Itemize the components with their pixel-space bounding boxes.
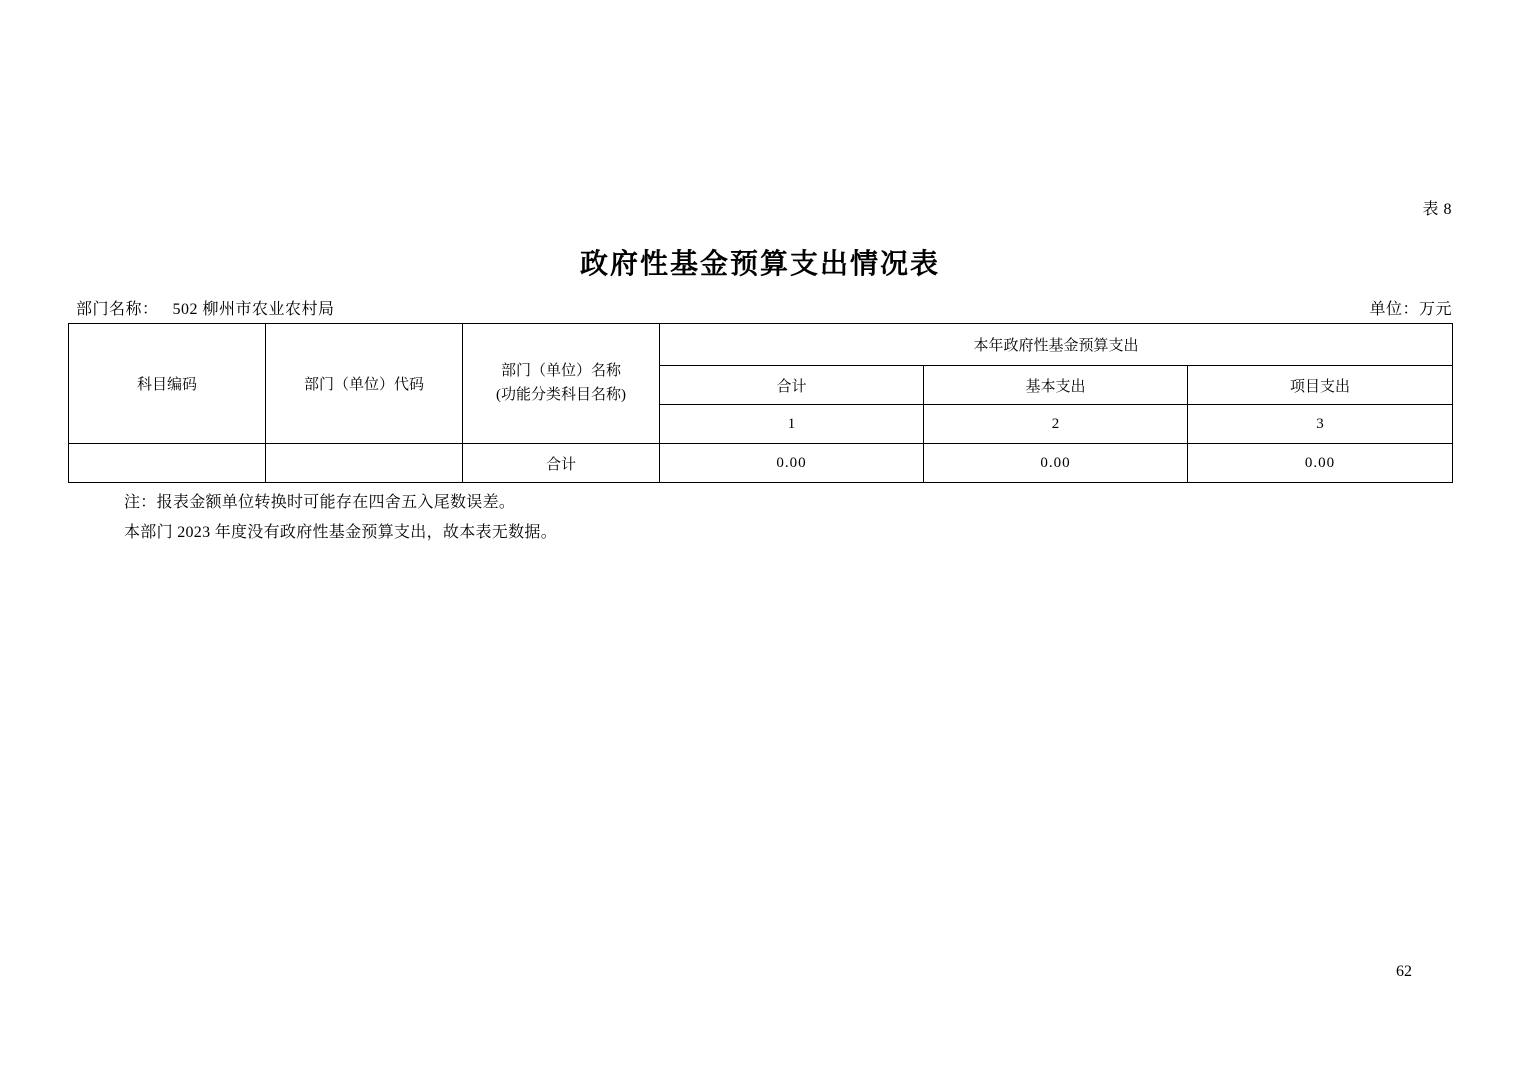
- page-title: 政府性基金预算支出情况表: [579, 247, 940, 280]
- header-dept-name-line2: (功能分类科目名称): [496, 386, 626, 403]
- cell-project: 0.00: [1188, 444, 1453, 483]
- budget-table: [68, 323, 1453, 483]
- header-index-3: 3: [1188, 405, 1453, 444]
- department-value: 502 柳州市农业农村局: [172, 301, 335, 318]
- cell-dept-name: 合计: [463, 444, 660, 483]
- header-index-2: 2: [924, 405, 1188, 444]
- table-row: [69, 444, 1453, 483]
- header-dept-name: [463, 324, 660, 444]
- header-dept-name-line1: 部门（单位）名称: [500, 363, 621, 380]
- unit-label: 单位：万元: [1369, 301, 1452, 318]
- header-dept-code: 部门（单位）代码: [266, 324, 463, 444]
- department-meta: [76, 296, 335, 319]
- cell-total: 0.00: [660, 444, 924, 483]
- table-header-row-1: [69, 324, 1453, 366]
- header-project-expenditure: 项目支出: [1188, 366, 1453, 405]
- department-label: 部门名称：: [76, 301, 159, 318]
- header-basic-expenditure: 基本支出: [924, 366, 1188, 405]
- header-index-1: 1: [660, 405, 924, 444]
- page-number: 62: [1396, 963, 1412, 980]
- header-subject-code: 科目编码: [69, 324, 266, 444]
- header-total: 合计: [660, 366, 924, 405]
- cell-subject-code: [69, 444, 266, 483]
- table-number-label: 表 8: [1422, 201, 1452, 218]
- cell-dept-code: [266, 444, 463, 483]
- note-rounding: 注：报表金额单位转换时可能存在四舍五入尾数误差。: [124, 494, 516, 511]
- header-group-fund-expenditure: 本年政府性基金预算支出: [660, 324, 1453, 366]
- cell-basic: 0.00: [924, 444, 1188, 483]
- note-no-data: 本部门 2023 年度没有政府性基金预算支出，故本表无数据。: [124, 524, 558, 541]
